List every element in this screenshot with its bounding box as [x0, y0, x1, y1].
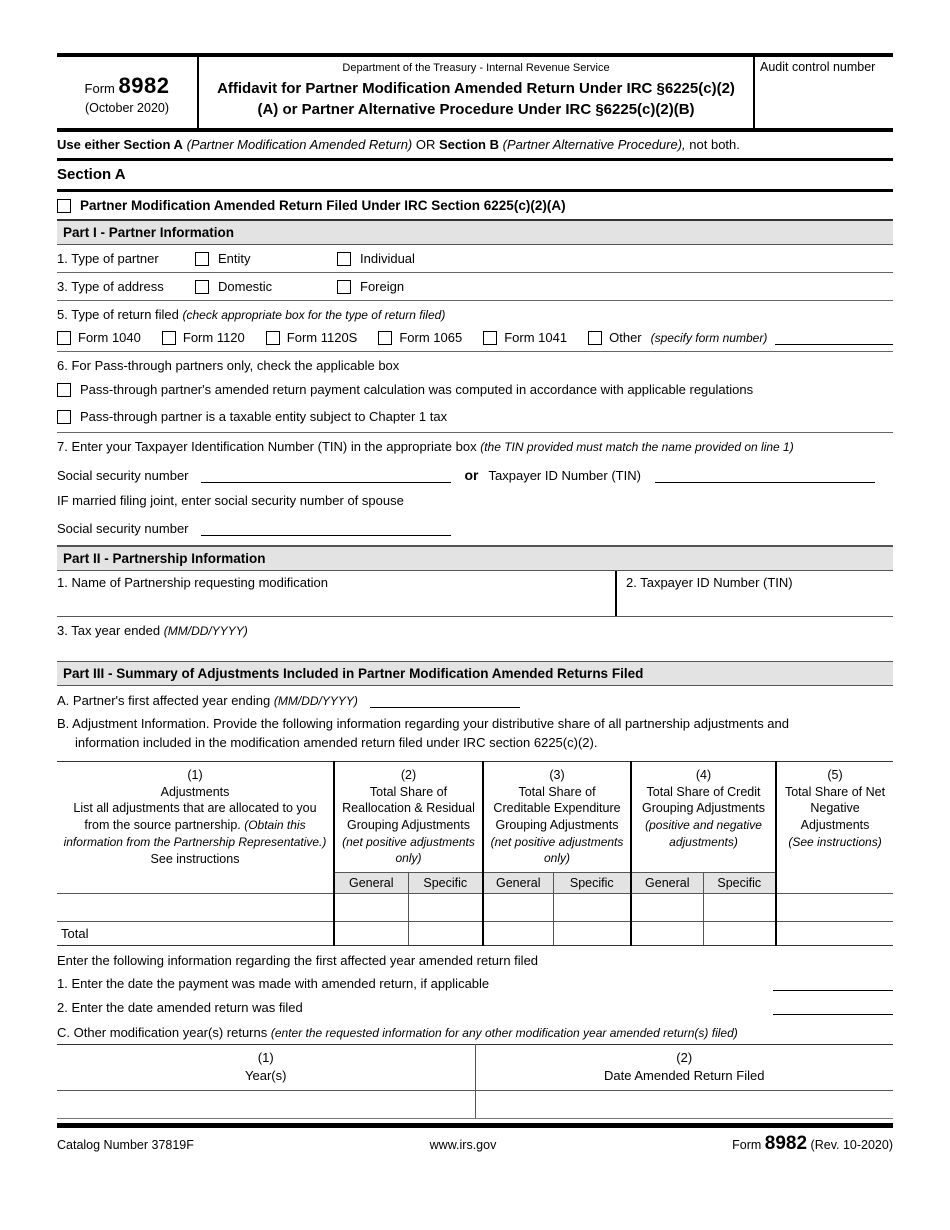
years-cell[interactable]	[57, 1091, 475, 1119]
line5-note: (check appropriate box for the type of return filed)	[182, 308, 446, 322]
department-line: Department of the Treasury - Internal Revenue Service	[342, 62, 610, 74]
ssn-label: Social security number	[57, 468, 189, 483]
form-1120s-label: Form 1120S	[286, 330, 358, 345]
first-affected-return-instruction: Enter the following information regarding the first affected year amended return filed	[57, 952, 539, 968]
col2-note: (net positive adjustments only)	[342, 835, 475, 866]
tax-year-note: (MM/DD/YYYY)	[163, 624, 248, 638]
form-word: Form	[84, 81, 115, 96]
footer	[57, 1128, 893, 1155]
col1-text2: See instructions	[150, 852, 240, 867]
partnership-name-label: 1. Name of Partnership requesting modification	[57, 575, 328, 590]
col2-title: Total Share of Reallocation & Residual Grouping Adjustments	[342, 784, 475, 833]
form-1065-label: Form 1065	[399, 330, 463, 345]
other-note: (specify form number)	[650, 330, 768, 345]
col5-note: (See instructions)	[788, 835, 882, 850]
line5-label: 5. Type of return filed	[57, 307, 179, 322]
line7-tin-block	[57, 433, 893, 547]
payment-date-field[interactable]	[773, 977, 893, 991]
total-col5-cell[interactable]	[776, 921, 893, 945]
date-filed-cell[interactable]	[475, 1091, 893, 1119]
partnership-row	[57, 571, 893, 617]
total-label: Total	[57, 921, 334, 945]
spouse-ssn-label: Social security number	[57, 521, 189, 536]
option-foreign	[337, 279, 404, 294]
form-1041-checkbox[interactable]	[483, 331, 497, 345]
adjustments-header-row	[57, 761, 893, 872]
option-form-1041	[483, 330, 567, 345]
option-form-1040	[57, 330, 141, 345]
section-a-checkbox-label: Partner Modification Amended Return Filed Under IRC Section 6225(c)(2)(A)	[80, 198, 566, 213]
option-form-1120s	[266, 330, 358, 345]
entity-label: Entity	[218, 251, 251, 266]
ssn-tin-line	[57, 460, 893, 487]
ssn-field[interactable]	[201, 469, 451, 483]
line-c-label: C. Other modification year(s) returns	[57, 1024, 268, 1040]
adjustment-cell[interactable]	[57, 893, 334, 921]
col1-title: Adjustments	[160, 784, 230, 799]
option-other	[588, 330, 767, 345]
form-title-block	[199, 57, 753, 128]
col2-specific-cell[interactable]	[408, 893, 483, 921]
line-c-note: (enter the requested information for any other modification year amended return(s) filed)	[270, 1025, 738, 1040]
entity-checkbox[interactable]	[195, 252, 209, 266]
partnership-tin-field[interactable]	[617, 571, 893, 616]
form-header	[57, 53, 893, 132]
col3-general-header: General	[483, 872, 553, 893]
col4-general-header: General	[631, 872, 703, 893]
passthrough-calc-checkbox[interactable]	[57, 383, 71, 397]
use-either-instruction	[57, 132, 893, 161]
part3-heading: Part III - Summary of Adjustments Included in Partner Modification Amended Returns Filed	[57, 661, 893, 686]
tax-year-label: 3. Tax year ended	[57, 623, 161, 638]
line6-passthrough	[57, 352, 893, 433]
section-a-checkbox[interactable]	[57, 199, 71, 213]
col3-specific-cell[interactable]	[553, 893, 631, 921]
col4-specific-header: Specific	[703, 872, 776, 893]
partnership-tin-label: 2. Taxpayer ID Number (TIN)	[626, 575, 793, 590]
col2-header	[334, 761, 483, 872]
tin-label: Taxpayer ID Number (TIN)	[488, 468, 641, 483]
date-filed-header	[475, 1044, 893, 1091]
col4-general-cell[interactable]	[631, 893, 703, 921]
col2-specific-header: Specific	[408, 872, 483, 893]
adjustment-info-text	[57, 713, 893, 759]
option-individual	[337, 251, 415, 266]
passthrough-option-2	[57, 403, 893, 426]
line5-options-row	[57, 330, 893, 345]
col2-num: (2)	[400, 767, 417, 782]
line3-type-of-address	[57, 273, 893, 301]
total-col3-specific-cell[interactable]	[553, 921, 631, 945]
form-1040-checkbox[interactable]	[57, 331, 71, 345]
footer-form-word: Form	[732, 1138, 762, 1153]
line-b-1: B. Adjustment Information. Provide the following information regarding your distributive share of all partnership adjustments and	[57, 716, 789, 731]
line1-label: 1. Type of partner	[57, 251, 159, 266]
first-affected-year-line	[57, 686, 893, 713]
line1-type-of-partner	[57, 245, 893, 273]
total-col4-specific-cell[interactable]	[703, 921, 776, 945]
tax-year-row[interactable]	[57, 617, 893, 644]
individual-label: Individual	[360, 251, 415, 266]
form-1065-checkbox[interactable]	[378, 331, 392, 345]
line6-label: 6. For Pass-through partners only, check the applicable box	[57, 358, 400, 373]
tin-field[interactable]	[655, 469, 875, 483]
spacer	[57, 644, 893, 661]
col1-italic-note: (Obtain this information from the Partnership Representative.)	[63, 818, 327, 850]
col4-note: (positive and negative adjustments)	[645, 818, 762, 849]
section-a-heading: Section A	[57, 161, 893, 192]
years-header	[57, 1044, 475, 1091]
spouse-ssn-field[interactable]	[201, 522, 451, 536]
total-row	[57, 921, 893, 945]
adjustment-data-row	[57, 893, 893, 921]
irs-website: www.irs.gov	[429, 1138, 497, 1153]
foreign-checkbox[interactable]	[337, 280, 351, 294]
other-years-table	[57, 1044, 893, 1120]
col3-header	[483, 761, 631, 872]
spouse-ssn-line	[57, 514, 893, 547]
form-1120-label: Form 1120	[182, 330, 245, 345]
use-either-or: OR	[415, 137, 436, 152]
date-filed-num: (2)	[676, 1049, 693, 1065]
other-checkbox[interactable]	[588, 331, 602, 345]
footer-form-id	[732, 1133, 893, 1155]
payment-date-label: 1. Enter the date the payment was made with amended return, if applicable	[57, 975, 490, 991]
use-either-italic1: (Partner Modification Amended Return)	[186, 137, 413, 152]
form-number-block	[57, 57, 199, 128]
footer-form-number: 8982	[764, 1133, 808, 1155]
adjustments-table	[57, 761, 893, 946]
line3-label: 3. Type of address	[57, 279, 164, 294]
years-title: Year(s)	[245, 1068, 287, 1084]
form-1041-label: Form 1041	[504, 330, 568, 345]
total-col4-general-cell[interactable]	[631, 921, 703, 945]
or-label: or	[464, 467, 479, 483]
use-either-bold2: Section B	[439, 137, 499, 152]
col4-specific-cell[interactable]	[703, 893, 776, 921]
line-a-label: A. Partner's first affected year ending	[57, 693, 271, 708]
partnership-name-field[interactable]	[57, 571, 617, 616]
foreign-label: Foreign	[360, 279, 405, 294]
total-col2-general-cell[interactable]	[334, 921, 408, 945]
other-years-header-row	[57, 1044, 893, 1091]
form-number: 8982	[118, 73, 170, 98]
passthrough-taxable-checkbox[interactable]	[57, 410, 71, 424]
col4-num: (4)	[695, 767, 712, 782]
footer-revision: (Rev. 10-2020)	[810, 1138, 893, 1153]
form-1040-label: Form 1040	[78, 330, 141, 345]
col2-general-cell[interactable]	[334, 893, 408, 921]
line5-label-line	[57, 307, 893, 322]
col3-specific-header: Specific	[553, 872, 631, 893]
form-1120-checkbox[interactable]	[162, 331, 176, 345]
col5-cell[interactable]	[776, 893, 893, 921]
col4-header	[631, 761, 776, 872]
col5-num: (5)	[827, 767, 843, 782]
domestic-label: Domestic	[218, 279, 273, 294]
section-a-election-row	[57, 192, 893, 221]
domestic-checkbox[interactable]	[195, 280, 209, 294]
audit-control-box[interactable]	[753, 57, 893, 128]
passthrough-taxable-label: Pass-through partner is a taxable entity subject to Chapter 1 tax	[80, 409, 448, 424]
col5-header	[776, 761, 893, 893]
payment-date-line	[57, 972, 893, 996]
individual-checkbox[interactable]	[337, 252, 351, 266]
part2-heading: Part II - Partnership Information	[57, 547, 893, 571]
line-b-2: information included in the modification amended return filed under IRC section 6225(c)(2).	[75, 734, 598, 750]
use-either-end: not both.	[689, 137, 740, 152]
total-col3-general-cell[interactable]	[483, 921, 553, 945]
line5-type-of-return	[57, 301, 893, 352]
form-1120s-checkbox[interactable]	[266, 331, 280, 345]
filed-date-field[interactable]	[773, 1001, 893, 1015]
other-modification-line	[57, 1020, 893, 1044]
col3-title: Total Share of Creditable Expenditure Grouping Adjustments	[493, 784, 621, 833]
col3-num: (3)	[549, 767, 565, 782]
other-form-number-field[interactable]	[775, 331, 893, 345]
line-a-note: (MM/DD/YYYY)	[273, 694, 358, 708]
line7-note: (the TIN provided must match the name provided on line 1)	[480, 440, 794, 454]
line7-label: 7. Enter your Taxpayer Identification Number (TIN) in the appropriate box	[57, 439, 477, 454]
first-affected-year-field[interactable]	[370, 694, 520, 708]
catalog-number: Catalog Number 37819F	[57, 1138, 194, 1153]
option-form-1120	[162, 330, 245, 345]
years-num: (1)	[257, 1049, 274, 1065]
col1-num: (1)	[187, 767, 203, 782]
option-form-1065	[378, 330, 462, 345]
col5-title: Total Share of Net Negative Adjustments	[784, 784, 886, 833]
passthrough-calc-label: Pass-through partner's amended return payment calculation was computed in accordance with applicable regulations	[80, 382, 754, 397]
col3-general-cell[interactable]	[483, 893, 553, 921]
option-domestic	[195, 279, 337, 294]
col3-note: (net positive adjustments only)	[490, 835, 624, 866]
form-title: Affidavit for Partner Modification Amended Return Under IRC §6225(c)(2)(A) or Partner Alternative Procedure Under IRC §6225(c)(2)(B)	[217, 80, 735, 118]
filed-date-line	[57, 996, 893, 1020]
use-either-italic2: (Partner Alternative Procedure),	[502, 137, 686, 152]
col4-title: Total Share of Credit Grouping Adjustments	[642, 784, 766, 816]
spouse-line: IF married filing joint, enter social security number of spouse	[57, 493, 404, 508]
passthrough-option-1	[57, 373, 893, 403]
col1-header	[57, 761, 334, 893]
other-years-data-row	[57, 1091, 893, 1119]
form-revision: (October 2020)	[84, 101, 170, 115]
use-either-bold1: Use either Section A	[57, 137, 183, 152]
other-label: Other	[609, 330, 642, 345]
filed-date-label: 2. Enter the date amended return was filed	[57, 999, 303, 1015]
audit-control-label: Audit control number	[760, 60, 876, 74]
col2-general-header: General	[334, 872, 408, 893]
total-col2-specific-cell[interactable]	[408, 921, 483, 945]
part1-heading: Part I - Partner Information	[57, 221, 893, 245]
date-filed-title: Date Amended Return Filed	[604, 1068, 765, 1084]
line7-label-line	[57, 433, 893, 460]
col1-text1: List all adjustments that are allocated to you from the source partnership.	[73, 801, 317, 833]
option-entity	[195, 251, 337, 266]
